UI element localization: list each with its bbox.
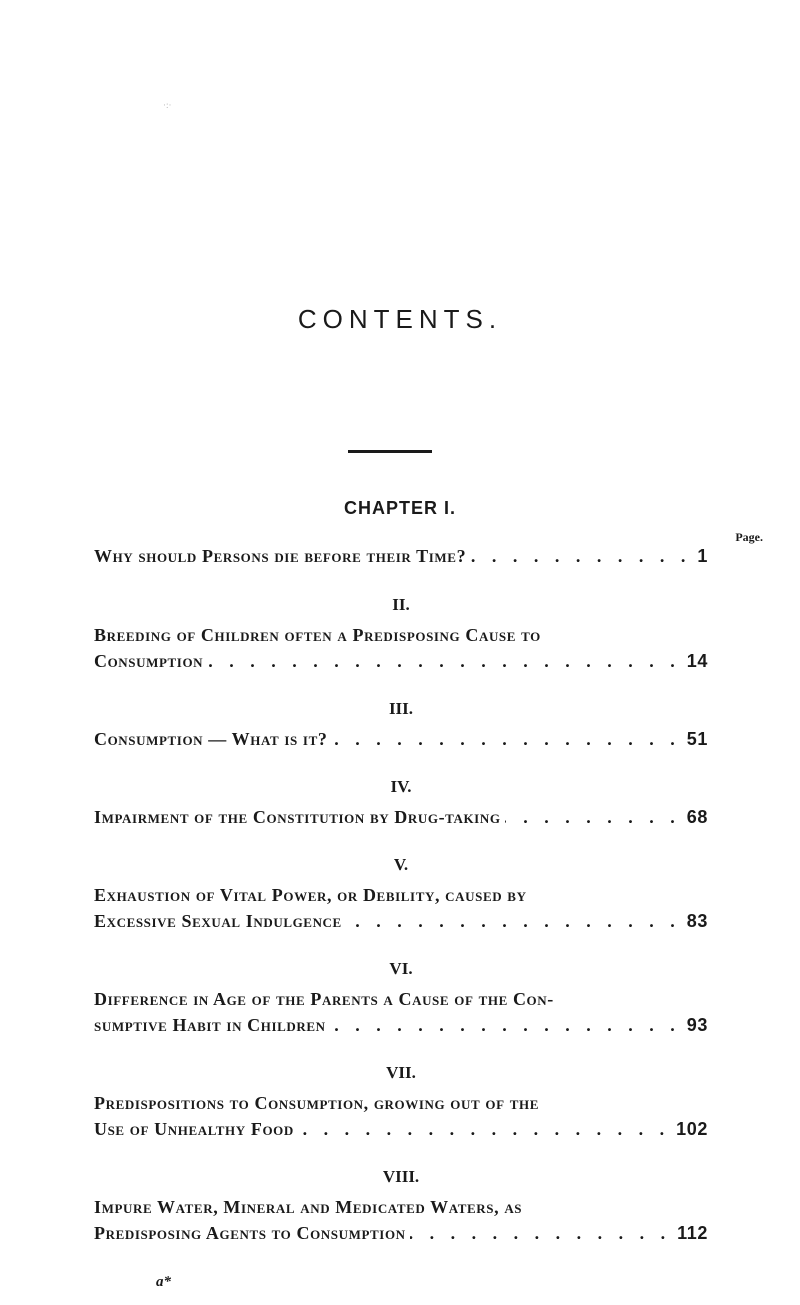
toc-entry-title-line: Predispositions to Consumption, growing out of the (94, 1093, 539, 1113)
toc-entry-3[interactable] (94, 698, 708, 752)
toc-page-number: 93 (686, 1015, 708, 1035)
chapter-numeral: II. (392, 595, 410, 614)
chapter-numeral: IV. (390, 777, 412, 796)
toc-line (94, 726, 708, 752)
toc-entry-title-line: Breeding of Children often a Predisposing Cause to (94, 625, 541, 645)
dot-leader (470, 543, 691, 569)
toc-page-number: 14 (686, 651, 708, 671)
chapter-heading: CHAPTER I. (343, 498, 456, 518)
toc-entry-7[interactable] (94, 1062, 708, 1142)
toc-entry-8[interactable] (94, 1166, 708, 1246)
toc-entry-4[interactable] (94, 776, 708, 830)
chapter-numeral: V. (393, 855, 409, 874)
dot-leader (207, 648, 681, 674)
stray-print-mark: ·:· (163, 100, 172, 110)
toc-entry-title: Consumption — What is it? (94, 729, 328, 749)
toc-entry-title-line: sumptive Habit in Children (94, 1015, 326, 1035)
dot-leader (505, 804, 681, 830)
toc-line (94, 1090, 708, 1116)
toc-page-number: 102 (676, 1119, 708, 1139)
toc-entry-5[interactable] (94, 854, 708, 934)
toc-page-number: 51 (686, 729, 708, 749)
toc-page-number: 83 (686, 911, 708, 931)
dot-leader (331, 726, 680, 752)
chapter-numeral: III. (388, 699, 414, 718)
toc-entry-title-line: Impure Water, Mineral and Medicated Waters, as (94, 1197, 523, 1217)
toc-entry-title-line: Exhaustion of Vital Power, or Debility, caused by (94, 885, 527, 905)
toc-entry-title-line: Use of Unhealthy Food (94, 1119, 294, 1139)
chapter-numeral: VIII. (382, 1167, 420, 1186)
toc-line (94, 986, 708, 1012)
toc-entry-title-line: Difference in Age of the Parents a Cause of the Con- (94, 989, 554, 1009)
dot-leader (298, 1116, 670, 1142)
toc-line (94, 1194, 708, 1220)
toc-line (94, 1116, 708, 1142)
toc-line (94, 648, 708, 674)
dot-leader (346, 908, 681, 934)
toc-line (94, 543, 708, 569)
toc-entry-2[interactable] (94, 594, 708, 674)
toc-page-number: 68 (686, 807, 708, 827)
toc-page-number: 112 (677, 1223, 708, 1243)
toc-entry-title-line: Excessive Sexual Indulgence (94, 911, 342, 931)
toc-entry-title: Impairment of the Constitution by Drug-taking (94, 807, 501, 827)
title-rule (348, 450, 432, 453)
toc-line (94, 882, 708, 908)
dot-leader (410, 1220, 671, 1246)
chapter-numeral: VII. (386, 1063, 416, 1082)
chapter-numeral: VI. (389, 959, 413, 978)
toc-entry-title-line: Consumption (94, 651, 204, 671)
page-title: CONTENTS. (297, 304, 503, 334)
toc-entry-title: Why should Persons die before their Time? (94, 546, 467, 566)
page-column-label: Page. (735, 530, 763, 544)
toc-line (94, 1012, 708, 1038)
toc-line (94, 908, 708, 934)
toc-line (94, 804, 708, 830)
toc-entry-6[interactable] (94, 958, 708, 1038)
toc-line (94, 622, 708, 648)
toc-entry-title-line: Predisposing Agents to Consumption (94, 1223, 406, 1243)
toc-page-number: 1 (697, 546, 708, 566)
printer-signature-mark: a* (156, 1274, 171, 1290)
dot-leader (330, 1012, 681, 1038)
toc-entry-1[interactable] (94, 543, 708, 569)
toc-line (94, 1220, 708, 1246)
